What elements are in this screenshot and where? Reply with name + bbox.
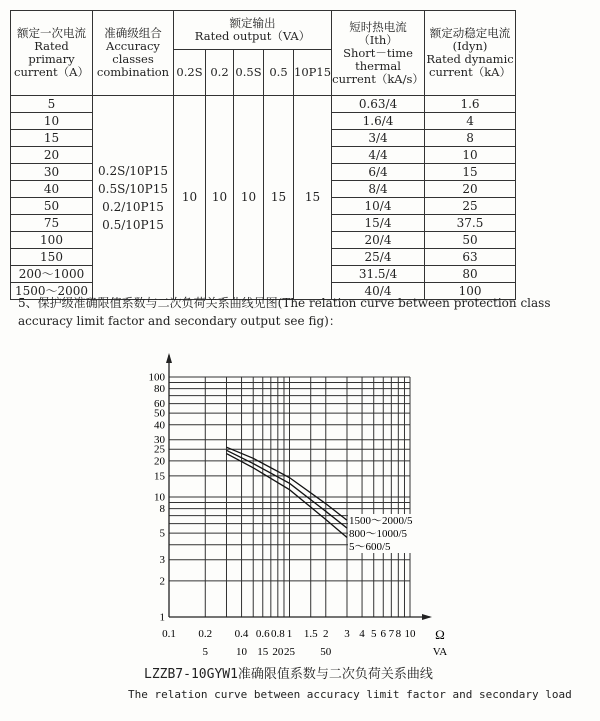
dynamic-cell: 1.6 [425, 96, 516, 113]
header-output-sub: 0.5 [264, 50, 294, 96]
output-cell: 10 [206, 96, 234, 300]
y-tick-label: 20 [154, 455, 165, 468]
dynamic-cell: 20 [425, 181, 516, 198]
va-tick-label: 50 [320, 646, 332, 658]
dynamic-cell: 37.5 [425, 215, 516, 232]
y-tick-label: 2 [159, 575, 165, 588]
va-tick-label: 15 [257, 646, 269, 658]
thermal-cell: 4/4 [332, 147, 425, 164]
thermal-cell: 3/4 [332, 130, 425, 147]
x-tick-label: 6 [380, 628, 387, 640]
header-output-sub: 0.5S [234, 50, 264, 96]
x-tick-label: 0.8 [270, 628, 285, 640]
primary-cell: 200～1000 [11, 266, 93, 283]
dynamic-cell: 80 [425, 266, 516, 283]
header-primary: 额定一次电流 Rated primary current（A） [11, 11, 93, 96]
dynamic-cell: 100 [425, 283, 516, 300]
curve-1 [226, 450, 346, 528]
thermal-cell: 8/4 [332, 181, 425, 198]
y-tick-label: 15 [154, 470, 165, 483]
x-axis-label-ohm: Ω [435, 627, 445, 642]
y-tick-label: 30 [154, 434, 165, 447]
thermal-cell: 31.5/4 [332, 266, 425, 283]
primary-cell: 100 [11, 232, 93, 249]
x-tick-label: 7 [388, 628, 395, 640]
paragraph: 5、保护级准确限值系数与二次负荷关系曲线见图(The relation curve between protection class accuracy limit factor and secondary output see fig)： [18, 296, 551, 328]
dynamic-cell: 15 [425, 164, 516, 181]
header-thermal: 短时热电流（Ith） Short－time thermal current（kA/s） [332, 11, 425, 96]
output-cell: 15 [264, 96, 294, 300]
primary-cell: 1500～2000 [11, 283, 93, 300]
x-tick-label: 5 [370, 628, 377, 640]
primary-cell: 75 [11, 215, 93, 232]
thermal-cell: 20/4 [332, 232, 425, 249]
primary-cell: 10 [11, 113, 93, 130]
y-tick-label: 100 [148, 371, 165, 384]
header-output: 额定输出 Rated output（VA） [174, 11, 332, 50]
y-tick-label: 10 [154, 491, 165, 504]
accuracy-cell: 0.2S/10P15 0.5S/10P15 0.2/10P15 0.5/10P15 [93, 96, 174, 300]
x-tick-label: 3 [344, 628, 350, 640]
y-tick-label: 60 [154, 398, 165, 411]
header-output-sub: 0.2S [174, 50, 206, 96]
x-axis-arrow [422, 614, 432, 620]
va-tick-label: 10 [236, 646, 248, 658]
thermal-cell: 0.63/4 [332, 96, 425, 113]
y-tick-label: 5 [159, 527, 165, 540]
y-tick-label: 80 [154, 383, 165, 396]
output-cell: 10 [234, 96, 264, 300]
thermal-cell: 40/4 [332, 283, 425, 300]
dynamic-cell: 4 [425, 113, 516, 130]
primary-cell: 30 [11, 164, 93, 181]
x-tick-label: 0.6 [255, 628, 270, 640]
y-tick-label: 8 [159, 503, 165, 516]
primary-cell: 5 [11, 96, 93, 113]
x-axis-label-va: VA [432, 646, 448, 658]
thermal-cell: 10/4 [332, 198, 425, 215]
y-tick-label: 50 [154, 407, 165, 420]
primary-cell: 20 [11, 147, 93, 164]
x-tick-label: 1 [286, 628, 293, 640]
dynamic-cell: 50 [425, 232, 516, 249]
x-tick-label: 4 [359, 628, 365, 640]
va-tick-label: 25 [284, 646, 295, 658]
thermal-cell: 25/4 [332, 249, 425, 266]
curve-label: 800～1000/5 [348, 528, 408, 540]
x-tick-label: 0.4 [234, 628, 249, 640]
header-output-sub: 0.2 [206, 50, 234, 96]
dynamic-cell: 25 [425, 198, 516, 215]
primary-cell: 15 [11, 130, 93, 147]
curve-label: 5～600/5 [348, 541, 391, 553]
dynamic-cell: 8 [425, 130, 516, 147]
header-dynamic: 额定动稳定电流(Idyn) Rated dynamic current（kA） [425, 11, 516, 96]
dynamic-cell: 10 [425, 147, 516, 164]
output-cell: 15 [294, 96, 332, 300]
y-tick-label: 25 [154, 443, 165, 456]
x-tick-label: 10 [404, 628, 416, 640]
primary-cell: 150 [11, 249, 93, 266]
chart-subtitle: The relation curve between accuracy limit factor and secondary load [128, 688, 572, 701]
y-axis-arrow [166, 353, 172, 363]
x-tick-label: 2 [323, 628, 329, 640]
primary-cell: 50 [11, 198, 93, 215]
chart-title: LZZB7-10GYW1准确限值系数与二次负荷关系曲线 [144, 667, 433, 682]
curve-2 [226, 454, 346, 538]
y-tick-label: 3 [159, 554, 165, 567]
curve-label: 1500～2000/5 [348, 515, 413, 527]
x-tick-label: 0.2 [198, 628, 213, 640]
output-cell: 10 [174, 96, 206, 300]
x-tick-label: 1.5 [303, 628, 318, 640]
header-output-sub: 10P15 [294, 50, 332, 96]
dynamic-cell: 63 [425, 249, 516, 266]
curve-0 [226, 447, 346, 520]
y-tick-label: 1 [159, 611, 165, 624]
x-tick-label: 8 [395, 628, 402, 640]
thermal-cell: 15/4 [332, 215, 425, 232]
thermal-cell: 6/4 [332, 164, 425, 181]
x-tick-label: 0.1 [162, 628, 176, 640]
thermal-cell: 1.6/4 [332, 113, 425, 130]
va-tick-label: 5 [202, 646, 209, 658]
header-accuracy: 准确级组合 Accuracy classes combination [93, 11, 174, 96]
y-tick-label: 40 [154, 419, 165, 432]
primary-cell: 40 [11, 181, 93, 198]
va-tick-label: 20 [272, 646, 284, 658]
